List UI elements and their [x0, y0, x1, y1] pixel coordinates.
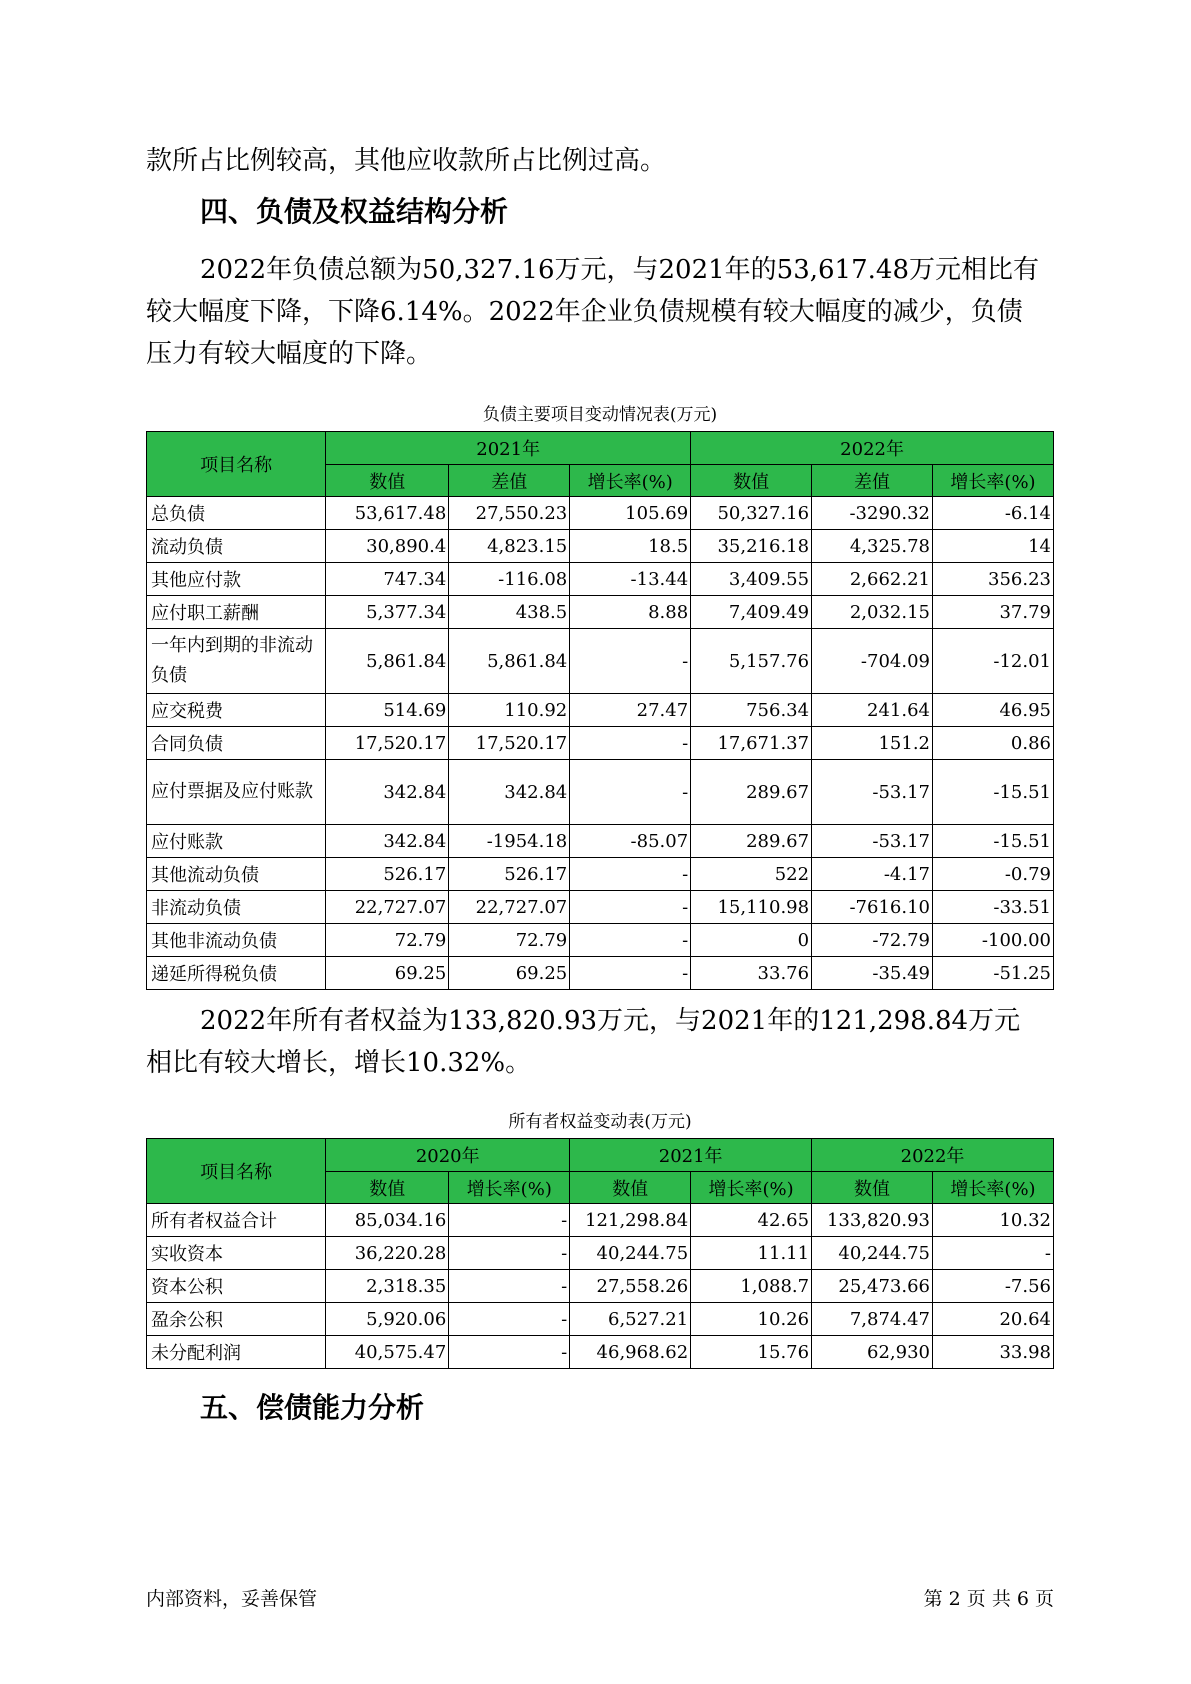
equity-sub-value-a: 数值 [326, 1172, 449, 1204]
cell-v2: 121,298.84 [570, 1204, 691, 1237]
cell-r1: - [570, 957, 691, 990]
cell-d2: -3290.32 [812, 497, 933, 530]
row-label: 其他应付款 [147, 563, 326, 596]
table-row [147, 727, 1054, 760]
cell-r1: - [449, 1303, 570, 1336]
equity-header-name: 项目名称 [147, 1139, 326, 1204]
cell-d2: -72.79 [812, 924, 933, 957]
cell-v2: 3,409.55 [691, 563, 812, 596]
cell-v2: 40,244.75 [570, 1237, 691, 1270]
cell-v2: 15,110.98 [691, 891, 812, 924]
equity-table-caption: 所有者权益变动表(万元) [508, 1112, 692, 1132]
cell-r2: 42.65 [691, 1204, 812, 1237]
row-label: 非流动负债 [147, 891, 326, 924]
cell-r1: - [449, 1336, 570, 1369]
row-label: 递延所得税负债 [147, 957, 326, 990]
cell-v1: 69.25 [326, 957, 449, 990]
table-row [147, 596, 1054, 629]
cell-r1: - [570, 858, 691, 891]
cell-r2: 14 [933, 530, 1054, 563]
cell-r2: 11.11 [691, 1237, 812, 1270]
section-4-title: 四、负债及权益结构分析 [200, 195, 509, 228]
table-row [147, 924, 1054, 957]
liability-sub-rate-a: 增长率(%) [570, 465, 691, 497]
cell-d1: 17,520.17 [449, 727, 570, 760]
cell-d1: 22,727.07 [449, 891, 570, 924]
footer-page-number: 第 2 页 共 6 页 [923, 1588, 1054, 1610]
liability-sub-rate-b: 增长率(%) [933, 465, 1054, 497]
footer-confidential: 内部资料，妥善保管 [146, 1588, 318, 1610]
cell-v3: 133,820.93 [812, 1204, 933, 1237]
cell-v1: 5,377.34 [326, 596, 449, 629]
cell-r1: 27.47 [570, 694, 691, 727]
cell-v1: 342.84 [326, 825, 449, 858]
cell-v1: 22,727.07 [326, 891, 449, 924]
cell-v1: 526.17 [326, 858, 449, 891]
cell-d2: -53.17 [812, 825, 933, 858]
table-row [147, 563, 1054, 596]
row-label: 合同负债 [147, 727, 326, 760]
cell-d1: 110.92 [449, 694, 570, 727]
cell-r1: 18.5 [570, 530, 691, 563]
cell-d1: -1954.18 [449, 825, 570, 858]
row-label: 盈余公积 [147, 1303, 326, 1336]
cell-v2: 289.67 [691, 825, 812, 858]
cell-v2: 289.67 [691, 760, 812, 825]
cell-v2: 522 [691, 858, 812, 891]
cell-v2: 35,216.18 [691, 530, 812, 563]
cell-r1: -85.07 [570, 825, 691, 858]
cell-r1: - [449, 1270, 570, 1303]
table-row [147, 530, 1054, 563]
cell-v1: 747.34 [326, 563, 449, 596]
liability-sub-diff-a: 差值 [449, 465, 570, 497]
equity-header-year-c: 2022年 [812, 1139, 1054, 1172]
cell-v2: 27,558.26 [570, 1270, 691, 1303]
equity-table [146, 1138, 1054, 1369]
cell-d2: 241.64 [812, 694, 933, 727]
table-row [147, 1237, 1054, 1270]
liability-sub-value-a: 数值 [326, 465, 449, 497]
cell-r2: -51.25 [933, 957, 1054, 990]
cell-r1: - [570, 891, 691, 924]
cell-d2: -7616.10 [812, 891, 933, 924]
table-row [147, 957, 1054, 990]
cell-v1: 85,034.16 [326, 1204, 449, 1237]
cell-r1: - [449, 1237, 570, 1270]
cell-v1: 72.79 [326, 924, 449, 957]
cell-v1: 5,920.06 [326, 1303, 449, 1336]
row-label: 资本公积 [147, 1270, 326, 1303]
equity-header-year-b: 2021年 [570, 1139, 812, 1172]
liability-paragraph-text: 2022年负债总额为50,327.16万元，与2021年的53,617.48万元相比有较大幅度下降，下降6.14%。2022年企业负债规模有较大幅度的减少，负债压力有较大幅度的下降。 [146, 255, 1039, 369]
cell-d2: 151.2 [812, 727, 933, 760]
table-row [147, 1204, 1054, 1237]
cell-v2: 7,409.49 [691, 596, 812, 629]
cell-v2: 5,157.76 [691, 629, 812, 694]
cell-d2: -53.17 [812, 760, 933, 825]
row-label: 所有者权益合计 [147, 1204, 326, 1237]
cell-d1: 27,550.23 [449, 497, 570, 530]
cell-d2: 2,032.15 [812, 596, 933, 629]
cell-d1: 5,861.84 [449, 629, 570, 694]
equity-sub-value-b: 数值 [570, 1172, 691, 1204]
cell-v2: 46,968.62 [570, 1336, 691, 1369]
row-label: 其他非流动负债 [147, 924, 326, 957]
cell-r2: 37.79 [933, 596, 1054, 629]
cell-d2: 2,662.21 [812, 563, 933, 596]
cell-d1: 72.79 [449, 924, 570, 957]
intro-line: 款所占比例较高，其他应收款所占比例过高。 [146, 146, 667, 176]
cell-d2: -704.09 [812, 629, 933, 694]
table-row [147, 1336, 1054, 1369]
cell-v2: 0 [691, 924, 812, 957]
cell-v2: 756.34 [691, 694, 812, 727]
cell-r1: - [570, 924, 691, 957]
row-label: 总负债 [147, 497, 326, 530]
cell-v1: 2,318.35 [326, 1270, 449, 1303]
row-label: 一年内到期的非流动负债 [147, 629, 326, 694]
cell-r2: 46.95 [933, 694, 1054, 727]
cell-r3: 33.98 [933, 1336, 1054, 1369]
liability-header-year-b: 2022年 [691, 432, 1054, 465]
row-label: 未分配利润 [147, 1336, 326, 1369]
cell-r2: 356.23 [933, 563, 1054, 596]
cell-r3: -7.56 [933, 1270, 1054, 1303]
cell-v3: 40,244.75 [812, 1237, 933, 1270]
cell-v3: 62,930 [812, 1336, 933, 1369]
liability-table-caption: 负债主要项目变动情况表(万元) [482, 405, 718, 425]
cell-v1: 53,617.48 [326, 497, 449, 530]
liability-paragraph [146, 249, 1046, 375]
cell-v1: 17,520.17 [326, 727, 449, 760]
cell-d2: -4.17 [812, 858, 933, 891]
cell-v2: 33.76 [691, 957, 812, 990]
cell-d1: 342.84 [449, 760, 570, 825]
cell-v1: 36,220.28 [326, 1237, 449, 1270]
cell-d1: 438.5 [449, 596, 570, 629]
equity-header-year-a: 2020年 [326, 1139, 570, 1172]
table-row [147, 858, 1054, 891]
liability-header-year-a: 2021年 [326, 432, 691, 465]
table-row [147, 694, 1054, 727]
cell-d1: 69.25 [449, 957, 570, 990]
cell-r1: - [570, 727, 691, 760]
equity-paragraph-text: 2022年所有者权益为133,820.93万元，与2021年的121,298.84万元相比有较大增长，增长10.32%。 [146, 1006, 1021, 1078]
equity-sub-rate-a: 增长率(%) [449, 1172, 570, 1204]
cell-r2: 10.26 [691, 1303, 812, 1336]
equity-paragraph [146, 1000, 1046, 1084]
cell-r3: 10.32 [933, 1204, 1054, 1237]
cell-d1: 4,823.15 [449, 530, 570, 563]
equity-sub-rate-b: 增长率(%) [691, 1172, 812, 1204]
row-label: 应付票据及应付账款 [147, 760, 326, 825]
cell-d1: 526.17 [449, 858, 570, 891]
cell-r1: 8.88 [570, 596, 691, 629]
cell-r1: -13.44 [570, 563, 691, 596]
cell-d2: -35.49 [812, 957, 933, 990]
cell-v3: 7,874.47 [812, 1303, 933, 1336]
cell-v1: 514.69 [326, 694, 449, 727]
cell-r2: 0.86 [933, 727, 1054, 760]
row-label: 实收资本 [147, 1237, 326, 1270]
cell-v2: 17,671.37 [691, 727, 812, 760]
cell-d2: 4,325.78 [812, 530, 933, 563]
cell-r1: - [570, 760, 691, 825]
row-label: 流动负债 [147, 530, 326, 563]
cell-r1: - [449, 1204, 570, 1237]
cell-r2: 1,088.7 [691, 1270, 812, 1303]
liability-header-name: 项目名称 [147, 432, 326, 497]
cell-v1: 30,890.4 [326, 530, 449, 563]
table-row [147, 760, 1054, 825]
cell-r2: -12.01 [933, 629, 1054, 694]
cell-r3: - [933, 1237, 1054, 1270]
cell-r2: 15.76 [691, 1336, 812, 1369]
table-row [147, 825, 1054, 858]
table-row [147, 1270, 1054, 1303]
row-label: 其他流动负债 [147, 858, 326, 891]
liability-sub-value-b: 数值 [691, 465, 812, 497]
cell-d1: -116.08 [449, 563, 570, 596]
cell-v3: 25,473.66 [812, 1270, 933, 1303]
cell-r1: - [570, 629, 691, 694]
equity-sub-rate-c: 增长率(%) [933, 1172, 1054, 1204]
cell-r2: -33.51 [933, 891, 1054, 924]
equity-sub-value-c: 数值 [812, 1172, 933, 1204]
section-5-title: 五、偿债能力分析 [200, 1391, 425, 1424]
cell-v2: 50,327.16 [691, 497, 812, 530]
cell-r3: 20.64 [933, 1303, 1054, 1336]
cell-r2: -0.79 [933, 858, 1054, 891]
cell-v2: 6,527.21 [570, 1303, 691, 1336]
cell-v1: 5,861.84 [326, 629, 449, 694]
row-label: 应付账款 [147, 825, 326, 858]
liability-sub-diff-b: 差值 [812, 465, 933, 497]
cell-r1: 105.69 [570, 497, 691, 530]
row-label: 应交税费 [147, 694, 326, 727]
cell-r2: -15.51 [933, 760, 1054, 825]
cell-r2: -100.00 [933, 924, 1054, 957]
table-row [147, 891, 1054, 924]
row-label: 应付职工薪酬 [147, 596, 326, 629]
table-row [147, 497, 1054, 530]
table-row [147, 629, 1054, 694]
table-row [147, 1303, 1054, 1336]
liability-table [146, 431, 1054, 990]
cell-r2: -6.14 [933, 497, 1054, 530]
cell-v1: 342.84 [326, 760, 449, 825]
cell-v1: 40,575.47 [326, 1336, 449, 1369]
cell-r2: -15.51 [933, 825, 1054, 858]
